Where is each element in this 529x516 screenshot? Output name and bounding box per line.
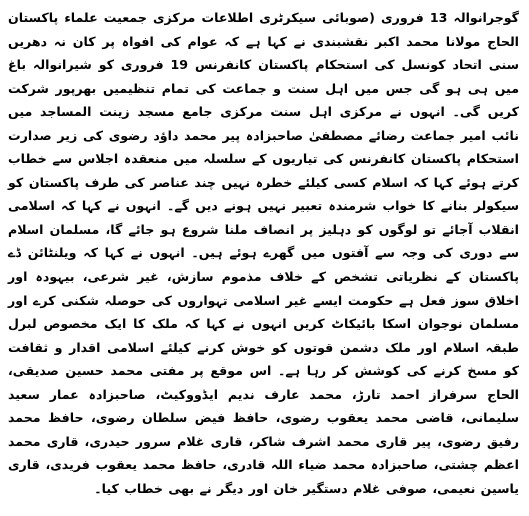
news-article-body [8,6,519,500]
article-paragraph: گوجرانوالہ 13 فروری (صوبائی سیکرٹری اطلاعات مرکزی جمعیت علماء پاکستان الحاج مولانا محمد اکبر نقشبندی نے کہا ہے کہ عوام کی افواہ پر کان نہ دھریں سنی اتحاد کونسل کی استحکام پاکستان کانفرنس 19 فروری کو شیرانوالہ باغ میں ہی ہو گی جس میں اہل سنت و جماعت کی تمام تنظیمیں بھرپور شرکت کریں گی۔ انہوں نے مرکزی اہل سنت مرکزی جامع مسجد زینت المساجد میں نائب امیر جماعت رضائے مصطفیٰ صاحبزادہ پیر محمد داؤد رضوی کی زیر صدارت استحکام پاکستان کانفرنس کی تیاریوں کے سلسلہ میں منعقدہ اجلاس سے خطاب کرتے ہوئے کہا کہ اسلام کسی کیلئے خطرہ نہیں چند عناصر کی طرف پاکستان کو سیکولر بنانے کا خواب شرمندہ تعبیر نہیں ہونے دیں گے۔ انہوں نے کہا کہ اسلامی انقلاب آجائے تو لوگوں کو دہلیز پر انصاف ملنا شروع ہو جائے گا، مسلمان اسلام سے دوری کی وجہ سے آفتوں میں گھرے ہوئے ہیں۔ انہوں نے کہا کہ ویلنٹائن ڈے پاکستان کے نظریاتی تشخص کے خلاف مذموم سازش، غیر شرعی، بیہودہ اور اخلاق سوز فعل ہے حکومت ایسے غیر اسلامی تہواروں کی حوصلہ شکنی کرے اور مسلمان نوجوان اسکا بائیکاٹ کریں انہوں نے کہا کہ ملک کا ایک مخصوص لبرل طبقہ اسلام اور ملک دشمن قوتوں کو خوش کرنے کیلئے اسلامی اقدار و ثقافت کو مسخ کرنے کی کوشش کر رہا ہے۔ اس موقع پر مفتی محمد حسین صدیقی، الحاج سرفراز احمد تارڑ، محمد عارف ندیم ایڈووکیٹ، صاحبزادہ عمار سعید سلیمانی، قاضی محمد یعقوب رضوی، حافظ فیض سلطان رضوی، حافظ محمد رفیق رضوی، پیر قاری محمد اشرف شاکر، قاری غلام سرور حیدری، قاری محمد اعظم چشتی، صاحبزادہ محمد ضیاء اللہ قادری، حافظ محمد یعقوب فریدی، قاری یاسین نعیمی، صوفی غلام دستگیر خان اور دیگر نے بھی خطاب کیا۔ [8,10,520,496]
